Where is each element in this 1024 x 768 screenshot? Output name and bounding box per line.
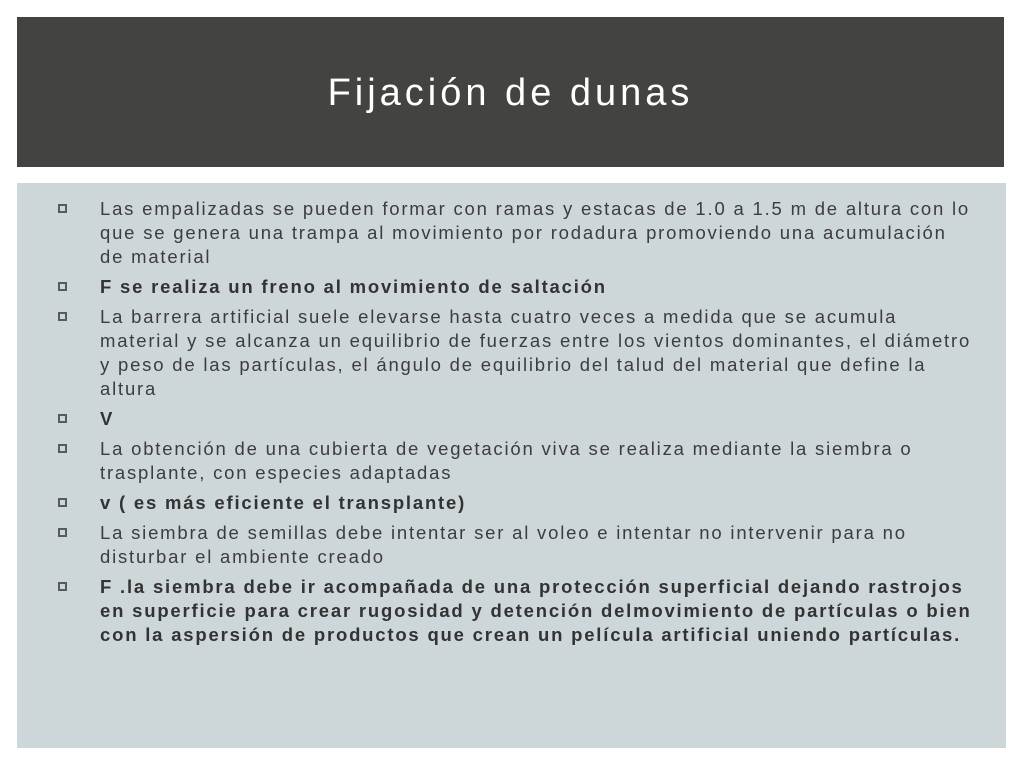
content-panel (17, 183, 1006, 748)
bullet-item (17, 521, 976, 569)
bullet-text: Las empalizadas se pueden formar con ramas y estacas de 1.0 a 1.5 m de altura con lo que se genera una trampa al movimiento por rodadura promoviendo una acumulación de material (100, 198, 971, 267)
square-bullet-icon (58, 414, 67, 423)
bullet-item (17, 437, 976, 485)
bullet-text: V (100, 408, 115, 429)
bullet-text: v ( es más eficiente el transplante) (100, 492, 467, 513)
bullet-item (17, 575, 976, 647)
square-bullet-icon (58, 528, 67, 537)
bullet-item (17, 491, 976, 515)
bullet-text: La siembra de semillas debe intentar ser al voleo e intentar no intervenir para no disturbar el ambiente creado (100, 522, 907, 567)
square-bullet-icon (58, 312, 67, 321)
square-bullet-icon (58, 498, 67, 507)
square-bullet-icon (58, 204, 67, 213)
slide-title: Fijación de dunas (327, 71, 694, 114)
square-bullet-icon (58, 582, 67, 591)
title-bar (17, 17, 1004, 167)
bullet-item (17, 197, 976, 269)
bullet-text: La barrera artificial suele elevarse hasta cuatro veces a medida que se acumula material y se alcanza un equilibrio de fuerzas entre los vientos dominantes, el diámetro y peso de las partículas, el ángulo de equilibrio del talud del material que define la altura (100, 306, 972, 399)
square-bullet-icon (58, 444, 67, 453)
bullet-text: F .la siembra debe ir acompañada de una protección superficial dejando rastrojos en superficie para crear rugosidad y detención delmovimiento de partículas o bien con la aspersión de productos que crean un película artificial uniendo partículas. (100, 576, 972, 645)
square-bullet-icon (58, 282, 67, 291)
bullet-text: F se realiza un freno al movimiento de saltación (100, 276, 607, 297)
bullet-item (17, 275, 976, 299)
bullet-item (17, 407, 976, 431)
bullet-item (17, 305, 976, 401)
bullet-text: La obtención de una cubierta de vegetación viva se realiza mediante la siembra o trasplante, con especies adaptadas (100, 438, 913, 483)
bullet-list (17, 183, 1006, 647)
